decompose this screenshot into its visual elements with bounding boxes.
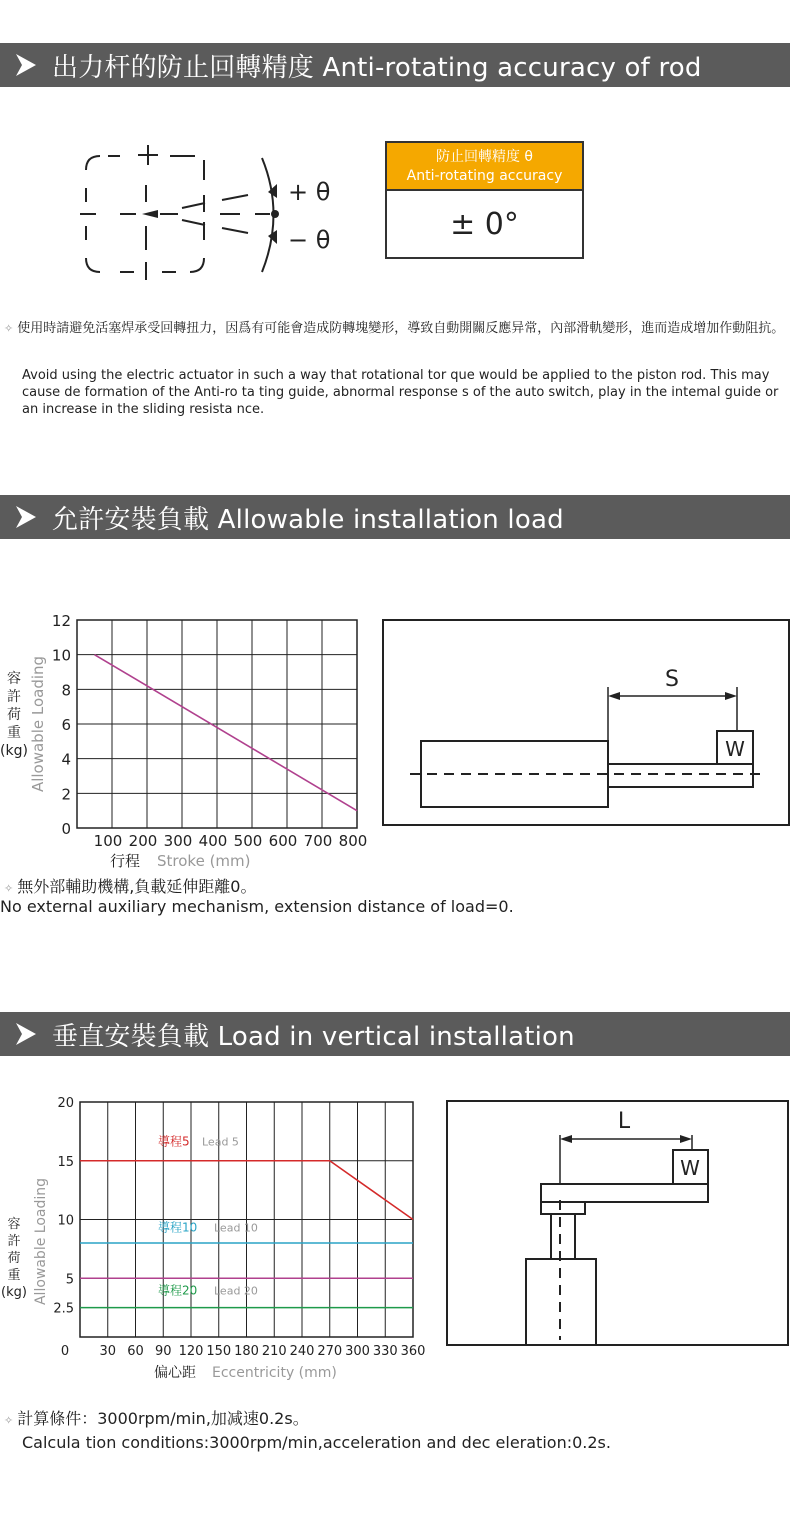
install-diagram <box>382 619 790 827</box>
x-tick-label: 330 <box>372 1344 398 1359</box>
x-axis-label-cn: 偏心距 <box>154 1365 196 1381</box>
y-axis-label-en: Allowable Loading <box>33 1177 49 1306</box>
section-header-rotation <box>0 43 790 87</box>
series-label-en: Lead 10 <box>214 1221 258 1235</box>
y-axis-label-cn: (kg) <box>1 1285 27 1300</box>
x-tick-label: 600 <box>268 832 298 850</box>
bullet-icon: ✧ <box>4 882 14 895</box>
x-axis-label-en: Stroke (mm) <box>157 852 251 870</box>
x-tick-label: 360 <box>400 1344 426 1359</box>
rotation-note-cn <box>4 320 788 338</box>
rotation-diagram <box>70 140 350 280</box>
x-tick-label: 60 <box>127 1344 144 1359</box>
y-tick-label: 15 <box>57 1154 74 1170</box>
series-line <box>95 655 358 811</box>
plus-theta-label: + θ <box>288 178 331 206</box>
bullet-icon: ✧ <box>4 1414 14 1427</box>
y-tick-label: 6 <box>61 716 71 734</box>
rotation-note-cn-text: 使用時請避免活塞焊承受回轉扭力，因爲有可能會造成防轉塊變形，導致自動開關反應异常，內部滑軌變形，進而造成增加作動阻抗。 <box>17 321 785 336</box>
chevron-right-icon <box>14 54 36 76</box>
x-tick-label: 200 <box>128 832 158 850</box>
y-axis-label-cn: 許 <box>7 689 21 705</box>
section-title: 允許安裝負載 Allowable installation load <box>52 504 564 535</box>
series-label-cn: 導程20 <box>158 1283 198 1298</box>
vertical-diagram <box>446 1100 790 1346</box>
rotation-note-en: Avoid using the electric actuator in such a way that rotational tor que would be applied to the piston rod. This may cause de formation of the Anti-ro ta ting guide, abnormal response s of the auto switch, play in the intemal guide or an increase in the sliding resista nce. <box>22 368 779 417</box>
section-header-install <box>0 495 790 539</box>
y-axis-label-cn: 容 <box>7 1217 21 1232</box>
section-header-vertical <box>0 1012 790 1056</box>
series-label-cn: 導程5 <box>158 1134 190 1149</box>
y-tick-label: 2.5 <box>53 1301 74 1317</box>
y-axis-label-cn: 荷 <box>7 707 21 723</box>
x-tick-label: 500 <box>233 832 263 850</box>
x-tick-label: 0 <box>60 1344 70 1359</box>
series-label-cn: 導程10 <box>158 1220 198 1235</box>
x-tick-label: 210 <box>261 1344 287 1359</box>
y-tick-label: 2 <box>61 785 71 804</box>
x-axis-label-en: Eccentricity (mm) <box>212 1365 337 1381</box>
x-tick-label: 90 <box>154 1344 172 1359</box>
install-note-cn-text: 無外部輔助機構,負載延伸距離0。 <box>17 877 257 896</box>
series-label-en: Lead 20 <box>214 1284 258 1298</box>
y-tick-label: 8 <box>61 681 71 700</box>
y-axis-label-cn: (kg) <box>0 743 28 759</box>
y-tick-label: 10 <box>57 1213 74 1229</box>
x-tick-label: 800 <box>338 832 368 850</box>
s-label: S <box>665 667 679 692</box>
series-label-en: Lead 5 <box>202 1135 239 1149</box>
w-label: W <box>725 737 745 761</box>
accuracy-value: ± 0° <box>450 206 519 242</box>
x-tick-label: 30 <box>99 1344 117 1359</box>
vertical-note-cn <box>4 1410 309 1430</box>
bullet-icon: ✧ <box>4 322 14 335</box>
vertical-note-en: Calcula tion conditions:3000rpm/min,acceleration and dec eleration:0.2s. <box>22 1433 611 1452</box>
l-label: L <box>617 1109 631 1134</box>
install-note-cn <box>4 878 257 898</box>
chevron-right-icon <box>14 506 36 528</box>
y-tick-label: 20 <box>57 1096 74 1111</box>
x-tick-label: 150 <box>206 1344 232 1359</box>
y-axis-label-en: Allowable Loading <box>29 655 47 793</box>
x-tick-label: 180 <box>234 1344 259 1359</box>
y-axis-label-cn: 荷 <box>7 1251 21 1266</box>
y-axis-label-cn: 重 <box>7 1268 21 1283</box>
x-tick-label: 300 <box>345 1344 370 1359</box>
minus-theta-label: − θ <box>288 226 331 254</box>
vertical-note-cn-text: 計算條件：3000rpm/min,加减速0.2s。 <box>17 1409 309 1428</box>
install-note-en: No external auxiliary mechanism, extension distance of load=0. <box>0 897 514 916</box>
x-tick-label: 240 <box>289 1344 315 1359</box>
x-tick-label: 100 <box>93 832 123 850</box>
x-tick-label: 400 <box>198 832 228 850</box>
y-tick-label: 10 <box>51 646 71 665</box>
y-axis-label-cn: 容 <box>7 671 21 687</box>
section-title: 垂直安裝負載 Load in vertical installation <box>52 1021 575 1052</box>
x-tick-label: 270 <box>317 1344 343 1359</box>
x-tick-label: 700 <box>303 832 333 850</box>
y-axis-label-cn: 許 <box>7 1234 21 1249</box>
eccentricity-load-chart <box>0 1088 440 1393</box>
accuracy-table <box>385 141 584 259</box>
w-label: W <box>680 1156 700 1180</box>
x-axis-label-cn: 行程 <box>110 852 141 870</box>
y-tick-label: 5 <box>65 1272 74 1288</box>
accuracy-header-en: Anti-rotating accuracy <box>406 168 563 184</box>
x-tick-label: 120 <box>178 1344 204 1359</box>
y-axis-label-cn: 重 <box>7 725 21 741</box>
y-tick-label: 12 <box>51 612 71 630</box>
y-tick-label: 0 <box>61 820 71 838</box>
x-tick-label: 300 <box>163 832 193 850</box>
section-title: 出力杆的防止回轉精度 Anti-rotating accuracy of rod <box>52 52 702 83</box>
stroke-load-chart <box>0 605 375 870</box>
y-tick-label: 4 <box>61 750 71 769</box>
accuracy-header-cn: 防止回轉精度 θ <box>435 149 533 165</box>
accuracy-table-header <box>387 143 582 191</box>
chevron-right-icon <box>14 1023 36 1045</box>
